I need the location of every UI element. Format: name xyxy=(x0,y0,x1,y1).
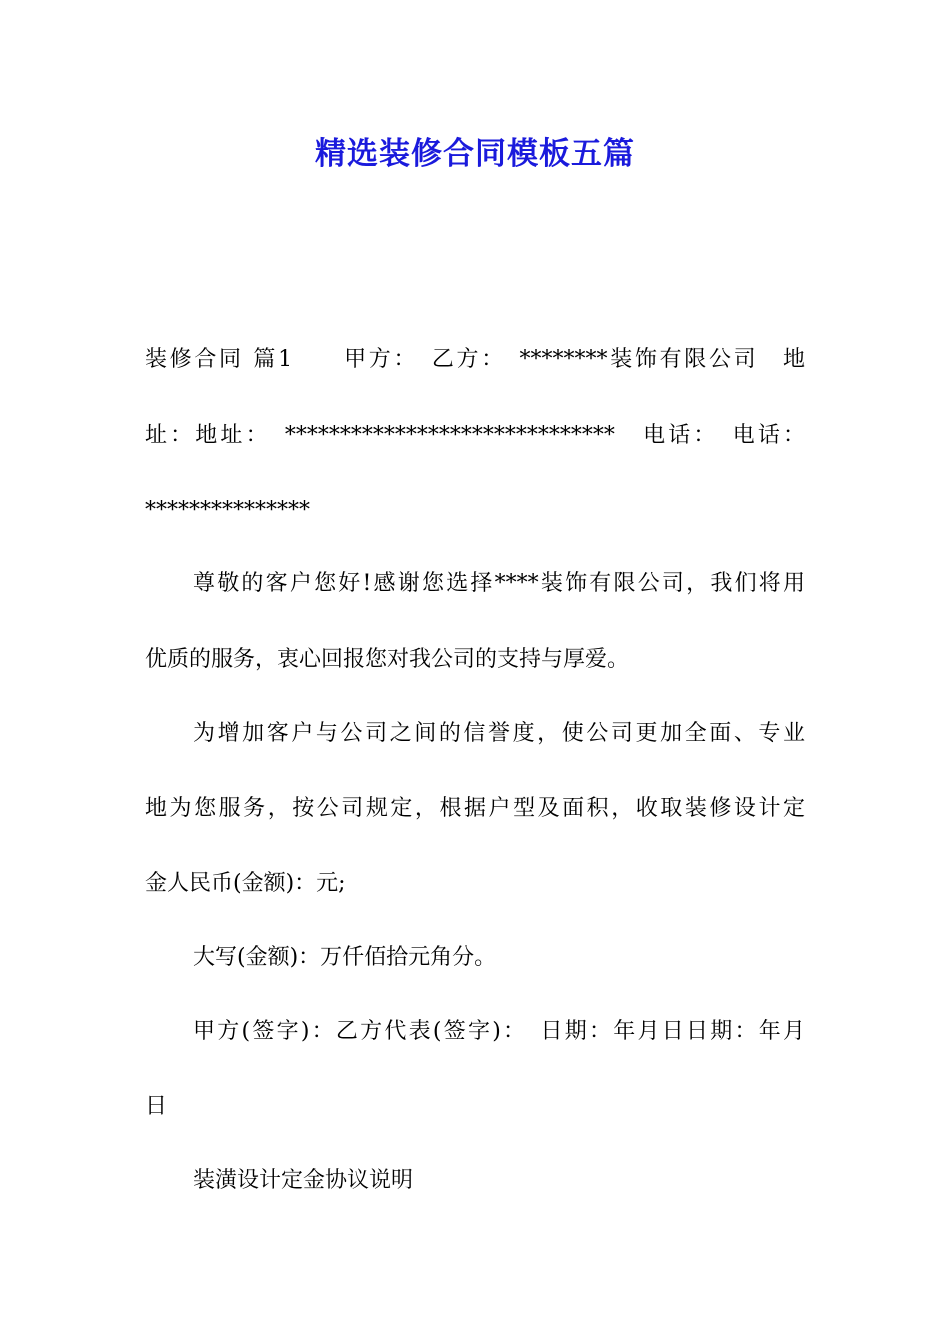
paragraph-line-2: 址：地址： ****************************** 电话： 电话： xyxy=(145,423,805,448)
paragraph-line-9: 大写(金额)：万仟佰拾元角分。 xyxy=(193,945,497,970)
paragraph-line-12: 装潢设计定金协议说明 xyxy=(193,1168,414,1193)
paragraph-line-8: 金人民币(金额)：元; xyxy=(145,871,346,896)
paragraph-line-6: 为增加客户与公司之间的信誉度，使公司更加全面、专业 xyxy=(193,721,805,746)
paragraph-line-11: 日 xyxy=(145,1094,168,1119)
paragraph-line-7: 地为您服务，按公司规定，根据户型及面积，收取装修设计定 xyxy=(145,796,805,821)
paragraph-line-4: 尊敬的客户您好!感谢您选择****装饰有限公司，我们将用 xyxy=(193,571,805,596)
paragraph-line-10: 甲方(签字)：乙方代表(签字)： 日期：年月日日期：年月 xyxy=(193,1019,805,1044)
paragraph-line-5: 优质的服务，衷心回报您对我公司的支持与厚爱。 xyxy=(145,647,630,672)
paragraph-line-1: 装修合同 篇1 甲方： 乙方： ********装饰有限公司 地 xyxy=(145,347,805,372)
document-title: 精选装修合同模板五篇 xyxy=(315,136,635,172)
paragraph-line-3: *************** xyxy=(145,498,310,523)
